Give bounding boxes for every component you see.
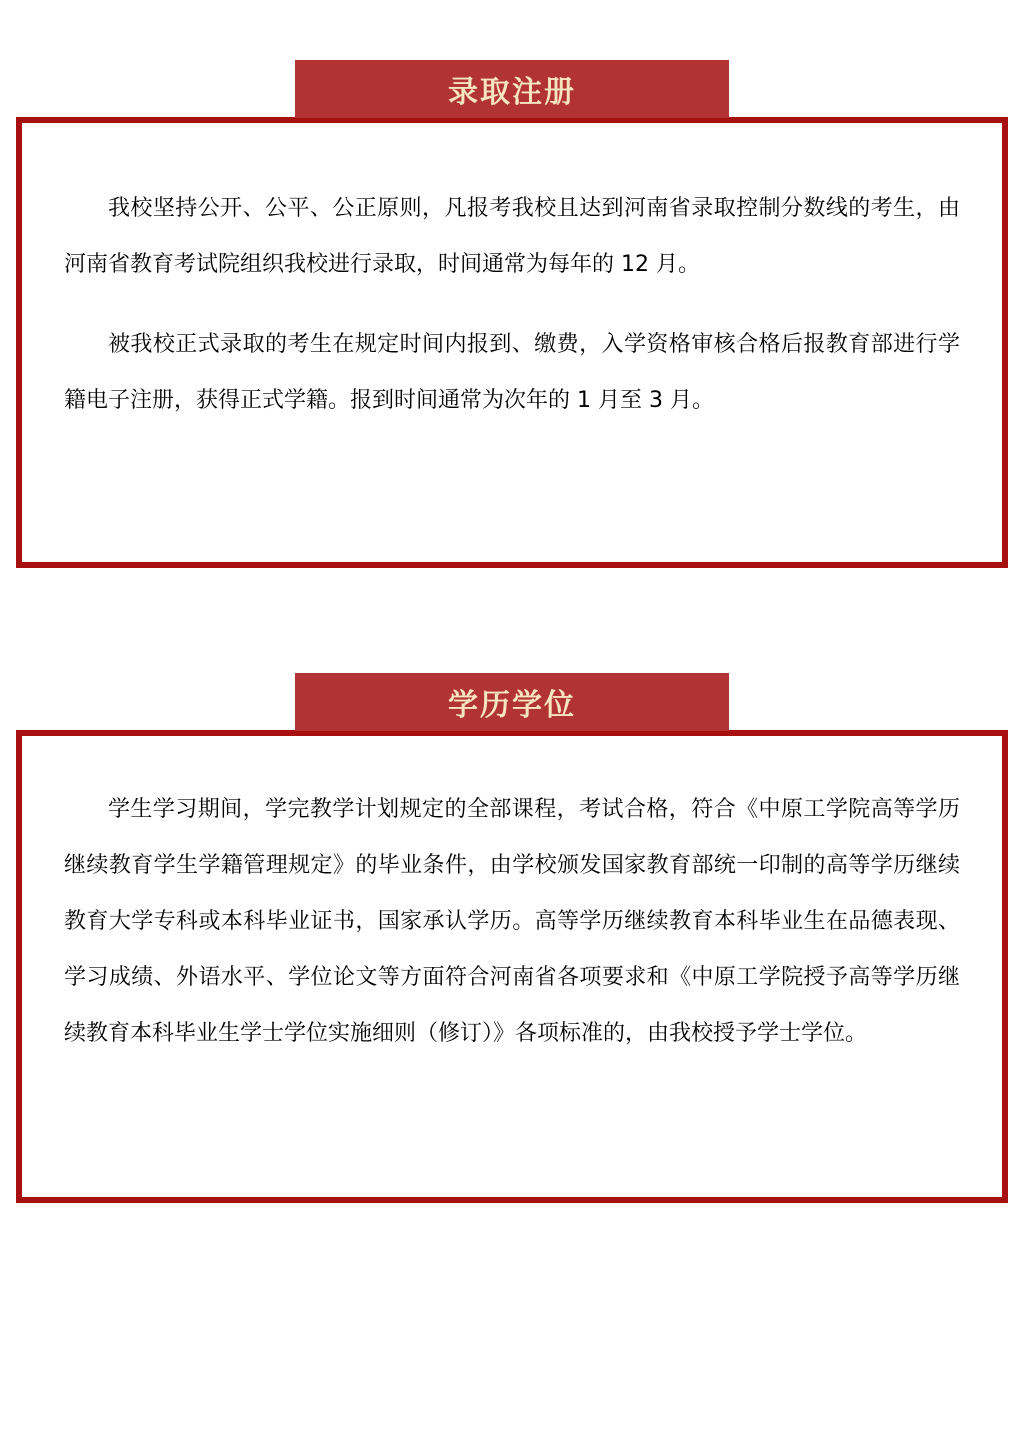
section-content-box — [16, 730, 1008, 1203]
paragraph: 我校坚持公开、公平、公正原则，凡报考我校且达到河南省录取控制分数线的考生，由河南省教育考试院组织我校进行录取，时间通常为每年的 12 月。 — [64, 196, 960, 278]
section-banner — [295, 673, 729, 731]
section-banner — [295, 60, 729, 118]
section-title: 录取注册 — [448, 75, 576, 110]
paragraph: 学生学习期间，学完教学计划规定的全部课程，考试合格，符合《中原工学院高等学历继续教育学生学籍管理规定》的毕业条件，由学校颁发国家教育部统一印制的高等学历继续教育大学专科或本科毕业证书，国家承认学历。高等学历继续教育本科毕业生在品德表现、学习成绩、外语水平、学位论文等方面符合河南省各项要求和《中原工学院授予高等学历继续教育本科毕业生学士学位实施细则（修订）》各项标准的，由我校授予学士学位。 — [64, 797, 960, 1047]
section-title: 学历学位 — [448, 688, 576, 723]
section-enrollment-registration — [0, 0, 1024, 568]
section-degree-diploma — [0, 568, 1024, 1203]
paragraph: 被我校正式录取的考生在规定时间内报到、缴费，入学资格审核合格后报教育部进行学籍电子注册，获得正式学籍。报到时间通常为次年的 1 月至 3 月。 — [64, 332, 960, 414]
section-content-box — [16, 117, 1008, 568]
